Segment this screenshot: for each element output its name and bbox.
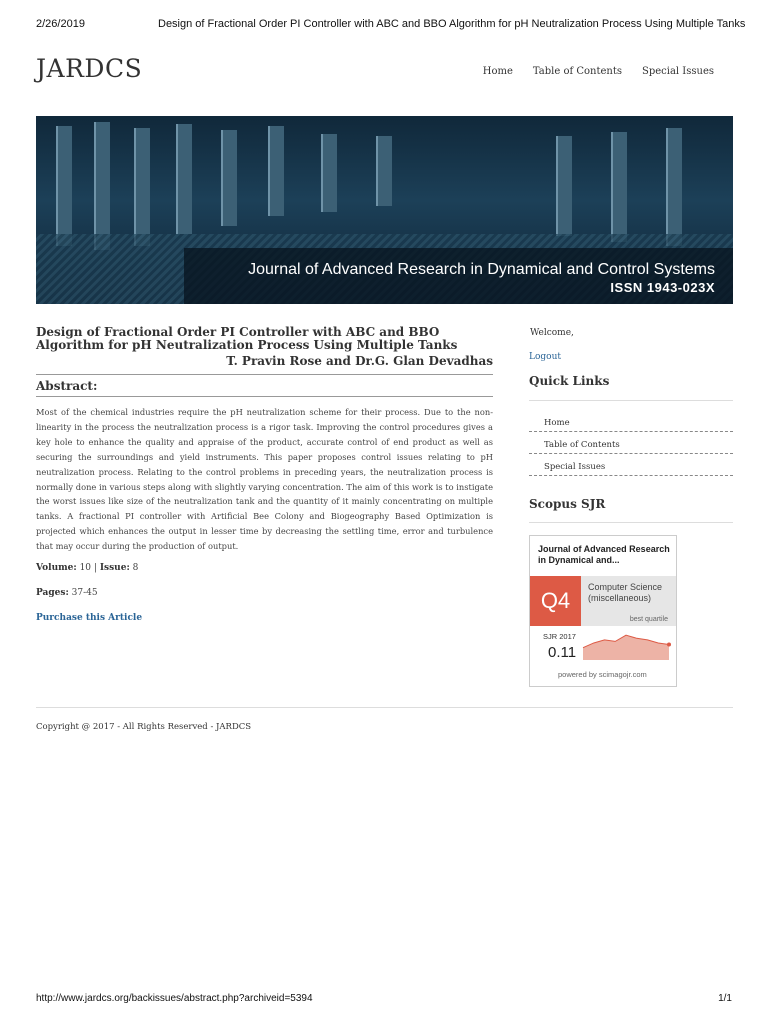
print-date: 2/26/2019 — [36, 18, 85, 30]
scopus-sjr-heading: Scopus SJR — [529, 497, 606, 511]
banner-issn: ISSN 1943-023X — [610, 280, 715, 295]
banner-journal-name: Journal of Advanced Research in Dynamical and Control Systems — [248, 261, 715, 278]
banner-rack — [134, 128, 150, 246]
banner-rack — [56, 126, 72, 246]
quick-link-label: Table of Contents — [544, 440, 620, 450]
print-doc-title: Design of Fractional Order PI Controller with ABC and BBO Algorithm for pH Neutralization Process Using Multiple Tanks — [158, 18, 746, 30]
issue-value: 8 — [132, 563, 139, 573]
sjr-category-box — [581, 576, 676, 626]
nav-table-of-contents[interactable]: Table of Contents — [532, 66, 622, 77]
quick-link-home[interactable] — [529, 410, 733, 432]
banner-rack — [221, 130, 237, 226]
banner-rack — [321, 134, 337, 212]
nav-special-issues[interactable]: Special Issues — [641, 66, 714, 77]
welcome-text: Welcome, — [530, 328, 574, 338]
sjr-quartile-badge: Q4 — [530, 576, 581, 626]
sjr-powered-by: powered by scimagojr.com — [558, 670, 647, 679]
copyright-text: Copyright @ 2017 - All Rights Reserved - JARDCS — [36, 722, 252, 732]
abstract-divider — [36, 374, 493, 375]
sjr-journal-title: Journal of Advanced Research in Dynamical and... — [538, 544, 670, 565]
sjr-widget[interactable] — [529, 535, 677, 687]
banner-rack — [376, 136, 392, 206]
journal-banner — [36, 116, 733, 304]
pages-line — [36, 588, 98, 598]
abstract-divider — [36, 396, 493, 397]
print-url: http://www.jardcs.org/backissues/abstract.php?archiveid=5394 — [36, 993, 313, 1004]
sjr-trend-area — [583, 635, 669, 660]
pages-label: Pages: — [36, 588, 69, 598]
abstract-text: Most of the chemical industries require the pH neutralization scheme for their process. Due to the non-linearity in the process the neutralization process is a rigor task. Improving the control procedures gives a key hole to enhance the quality and appraise of the product, accurate control of end product as well as securing the surroundings and yield instruments. This paper proposes control issues relating to pH neutralization process. Relating to the control problems in preceding years, the neutralization process is normally done in various steps along with slightly varying concentration. The aim of this work is to instigate the worst issues like size of the neutralization tank and the quantity of it mainly concentrating on multiple tanks. A fractional PI controller with Artificial Bee Colony and Biogeography Based Optimization is projected which enhances the output in lesser time by decreasing the settling time, error and turbulence that may occur during the production of output. — [36, 407, 493, 552]
sjr-trend-chart — [580, 630, 672, 660]
sjr-year-label: SJR 2017 — [543, 632, 576, 641]
volume-value: 10 — [79, 563, 92, 573]
quick-links-heading: Quick Links — [529, 374, 610, 388]
nav-home[interactable]: Home — [482, 66, 513, 77]
quick-link-table-of-contents[interactable] — [529, 432, 733, 454]
issue-label: Issue: — [99, 563, 130, 573]
banner-rack — [666, 128, 682, 246]
abstract-heading: Abstract: — [36, 379, 98, 393]
volume-issue — [36, 563, 138, 573]
banner-rack — [556, 136, 572, 236]
sjr-value: 0.11 — [548, 644, 577, 661]
top-nav — [483, 66, 714, 77]
pages-value: 37-45 — [71, 588, 98, 598]
article-title: Design of Fractional Order PI Controller with ABC and BBO Algorithm for pH Neutralization Process Using Multiple Tanks — [36, 325, 458, 352]
quick-link-label: Special Issues — [544, 462, 606, 472]
quick-link-label: Home — [544, 418, 570, 428]
quick-link-special-issues[interactable] — [529, 454, 733, 476]
volume-label: Volume: — [36, 563, 77, 573]
print-page-number: 1/1 — [718, 993, 732, 1004]
purchase-article-link[interactable]: Purchase this Article — [36, 613, 143, 623]
logout-link[interactable]: Logout — [529, 352, 561, 362]
sjr-category: Computer Science (miscellaneous) — [588, 582, 663, 603]
article-authors: T. Pravin Rose and Dr.G. Glan Devadhas — [226, 354, 493, 368]
banner-rack — [268, 126, 284, 216]
banner-rack — [176, 124, 192, 234]
banner-rack — [94, 122, 110, 250]
site-logo[interactable]: JARDCS — [36, 54, 143, 83]
scopus-divider — [529, 522, 733, 523]
sjr-best-quartile: best quartile — [629, 616, 668, 623]
sjr-trend-last-point — [667, 643, 671, 647]
meta-separator: | — [93, 563, 97, 573]
banner-rack — [611, 132, 627, 242]
footer-divider — [36, 707, 733, 708]
quick-links-divider — [529, 400, 733, 401]
quick-links-list — [529, 410, 733, 476]
